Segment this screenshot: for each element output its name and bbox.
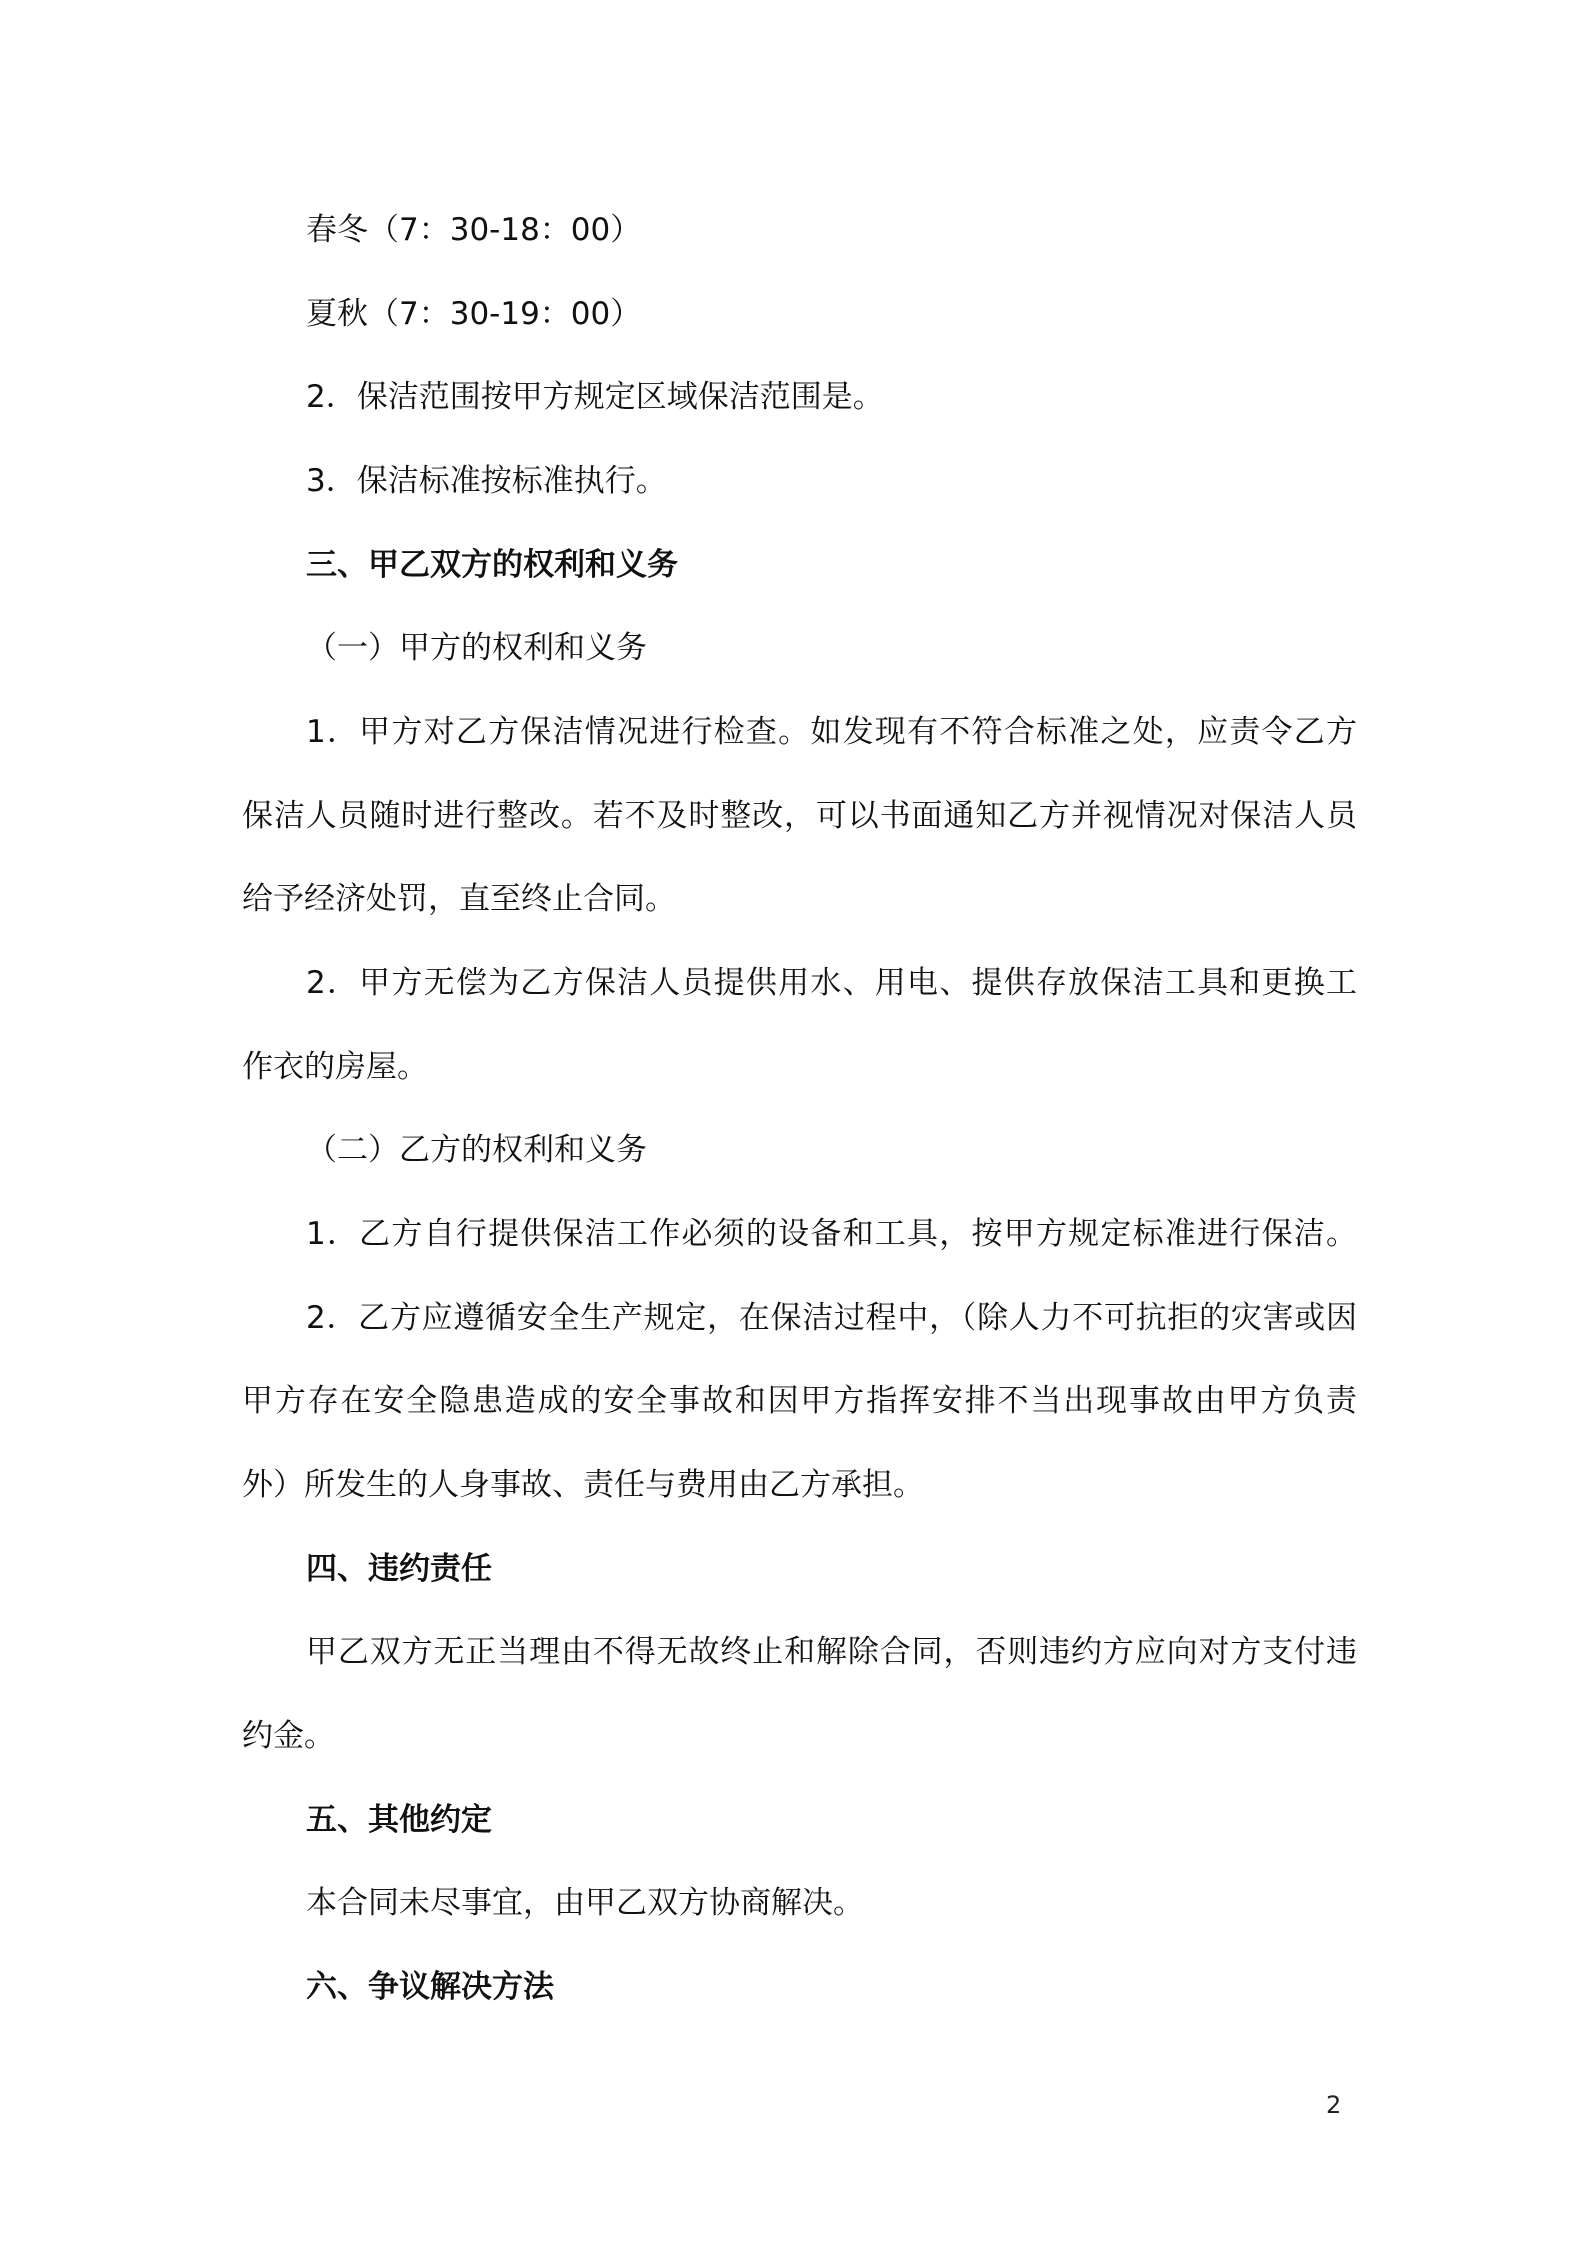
paragraph-line: 1．乙方自行提供保洁工作必须的设备和工具，按甲方规定标准进行保洁。 — [306, 1216, 1357, 1252]
schedule-summer-autumn: 夏秋（7：30-19：00） — [306, 296, 642, 332]
subsection-heading-party-b: （二）乙方的权利和义务 — [306, 1132, 647, 1168]
paragraph-line: 1．甲方对乙方保洁情况进行检查。如发现有不符合标准之处，应责令乙方 — [306, 714, 1357, 750]
paragraph-line: 作衣的房屋。 — [242, 1049, 428, 1085]
subsection-heading-party-a: （一）甲方的权利和义务 — [306, 630, 647, 666]
clause-cleaning-scope: 2．保洁范围按甲方规定区域保洁范围是。 — [306, 379, 884, 415]
section-heading-dispute: 六、争议解决方法 — [306, 1969, 554, 2005]
section-heading-rights-obligations: 三、甲乙双方的权利和义务 — [306, 547, 678, 583]
paragraph-line: 给予经济处罚，直至终止合同。 — [242, 881, 676, 917]
section-heading-other: 五、其他约定 — [306, 1802, 492, 1838]
paragraph-line: 甲方存在安全隐患造成的安全事故和因甲方指挥安排不当出现事故由甲方负责 — [242, 1383, 1357, 1419]
clause-cleaning-standard: 3．保洁标准按标准执行。 — [306, 463, 667, 499]
paragraph-line: 2．甲方无偿为乙方保洁人员提供用水、用电、提供存放保洁工具和更换工 — [306, 965, 1357, 1001]
paragraph-line: 2．乙方应遵循安全生产规定，在保洁过程中，（除人力不可抗拒的灾害或因 — [306, 1300, 1357, 1336]
paragraph-line: 甲乙双方无正当理由不得无故终止和解除合同，否则违约方应向对方支付违 — [306, 1634, 1357, 1670]
schedule-winter-spring: 春冬（7：30-18：00） — [306, 212, 642, 248]
paragraph-line: 保洁人员随时进行整改。若不及时整改，可以书面通知乙方并视情况对保洁人员 — [242, 798, 1357, 834]
page-number: 2 — [1326, 2091, 1342, 2119]
paragraph-line: 外）所发生的人身事故、责任与费用由乙方承担。 — [242, 1467, 924, 1503]
paragraph-line: 约金。 — [242, 1718, 335, 1754]
section-heading-breach: 四、违约责任 — [306, 1551, 492, 1587]
paragraph-line: 本合同未尽事宜，由甲乙双方协商解决。 — [306, 1885, 864, 1921]
